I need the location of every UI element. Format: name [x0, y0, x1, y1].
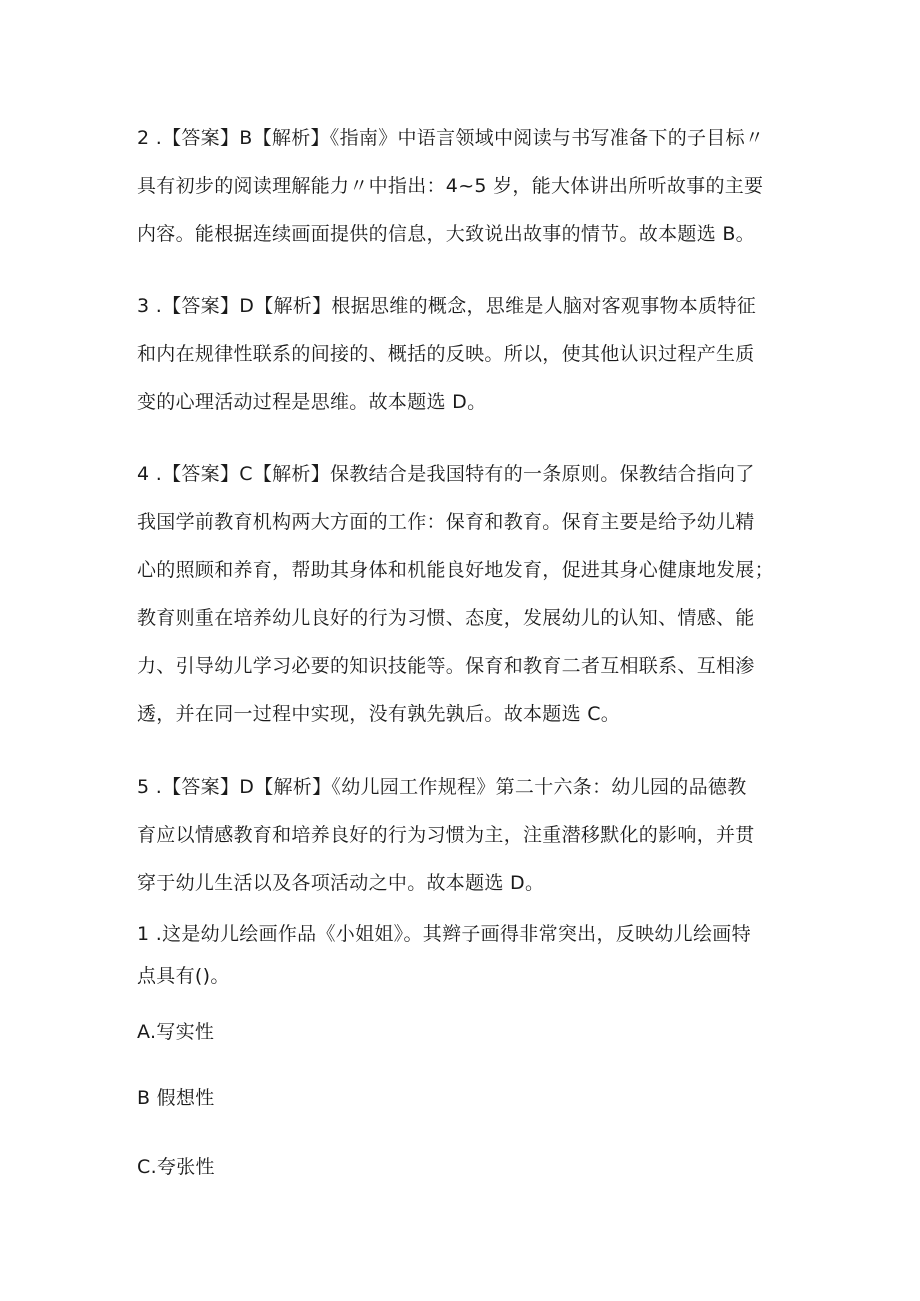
- answer-5-paragraph: [137, 763, 797, 907]
- answer-2-line-1: 2 .【答案】B【解析】《指南》中语言领域中阅读与书写准备下的子目标〃: [137, 127, 765, 149]
- answer-2-line-2: 具有初步的阅读理解能力〃中指出：4~5 岁，能大体讲出所听故事的主要: [137, 175, 764, 197]
- answer-5-line-3: 穿于幼儿生活以及各项活动之中。故本题选 D。: [137, 872, 545, 894]
- answer-5-line-2: 育应以情感教育和培养良好的行为习惯为主，注重潜移默化的影响，并贯: [137, 824, 755, 846]
- answer-3-line-1: 3 .【答案】D【解析】根据思维的概念，思维是人脑对客观事物本质特征: [137, 295, 756, 317]
- answer-5-line-1: 5 .【答案】D【解析】《幼儿园工作规程》第二十六条：幼儿园的品德教: [137, 776, 747, 798]
- answer-3-line-3: 变的心理活动过程是思维。故本题选 D。: [137, 391, 487, 413]
- option-b: B 假想性: [137, 1087, 215, 1109]
- answer-3-paragraph: [137, 282, 797, 426]
- answer-4-line-6: 透，并在同一过程中实现，没有孰先孰后。故本题选 C。: [137, 703, 621, 725]
- answer-4-line-4: 教育则重在培养幼儿良好的行为习惯、态度，发展幼儿的认知、情感、能: [137, 607, 755, 629]
- answer-4-line-3: 心的照顾和养育，帮助其身体和机能良好地发育，促进其身心健康地发展；: [137, 559, 774, 581]
- answer-4-line-1: 4 .【答案】C【解析】保教结合是我国特有的一条原则。保教结合指向了: [137, 463, 755, 485]
- answer-2-paragraph: [137, 114, 797, 258]
- question-1-line-2: 点具有()。: [137, 965, 230, 987]
- answer-2-line-3: 内容。能根据连续画面提供的信息，大致说出故事的情节。故本题选 B。: [137, 223, 755, 245]
- answer-4-line-2: 我国学前教育机构两大方面的工作：保育和教育。保育主要是给予幼儿精: [137, 511, 755, 533]
- question-1-stem: [137, 913, 797, 997]
- option-c: C.夸张性: [137, 1156, 215, 1178]
- option-a: A.写实性: [137, 1021, 215, 1043]
- answer-3-line-2: 和内在规律性联系的间接的、概括的反映。所以，使其他认识过程产生质: [137, 343, 755, 365]
- answer-4-line-5: 力、引导幼儿学习必要的知识技能等。保育和教育二者互相联系、互相渗: [137, 655, 755, 677]
- question-1-line-1: 1 .这是幼儿绘画作品《小姐姐》。其辫子画得非常突出，反映幼儿绘画特: [137, 923, 751, 945]
- answer-4-paragraph: [137, 450, 797, 738]
